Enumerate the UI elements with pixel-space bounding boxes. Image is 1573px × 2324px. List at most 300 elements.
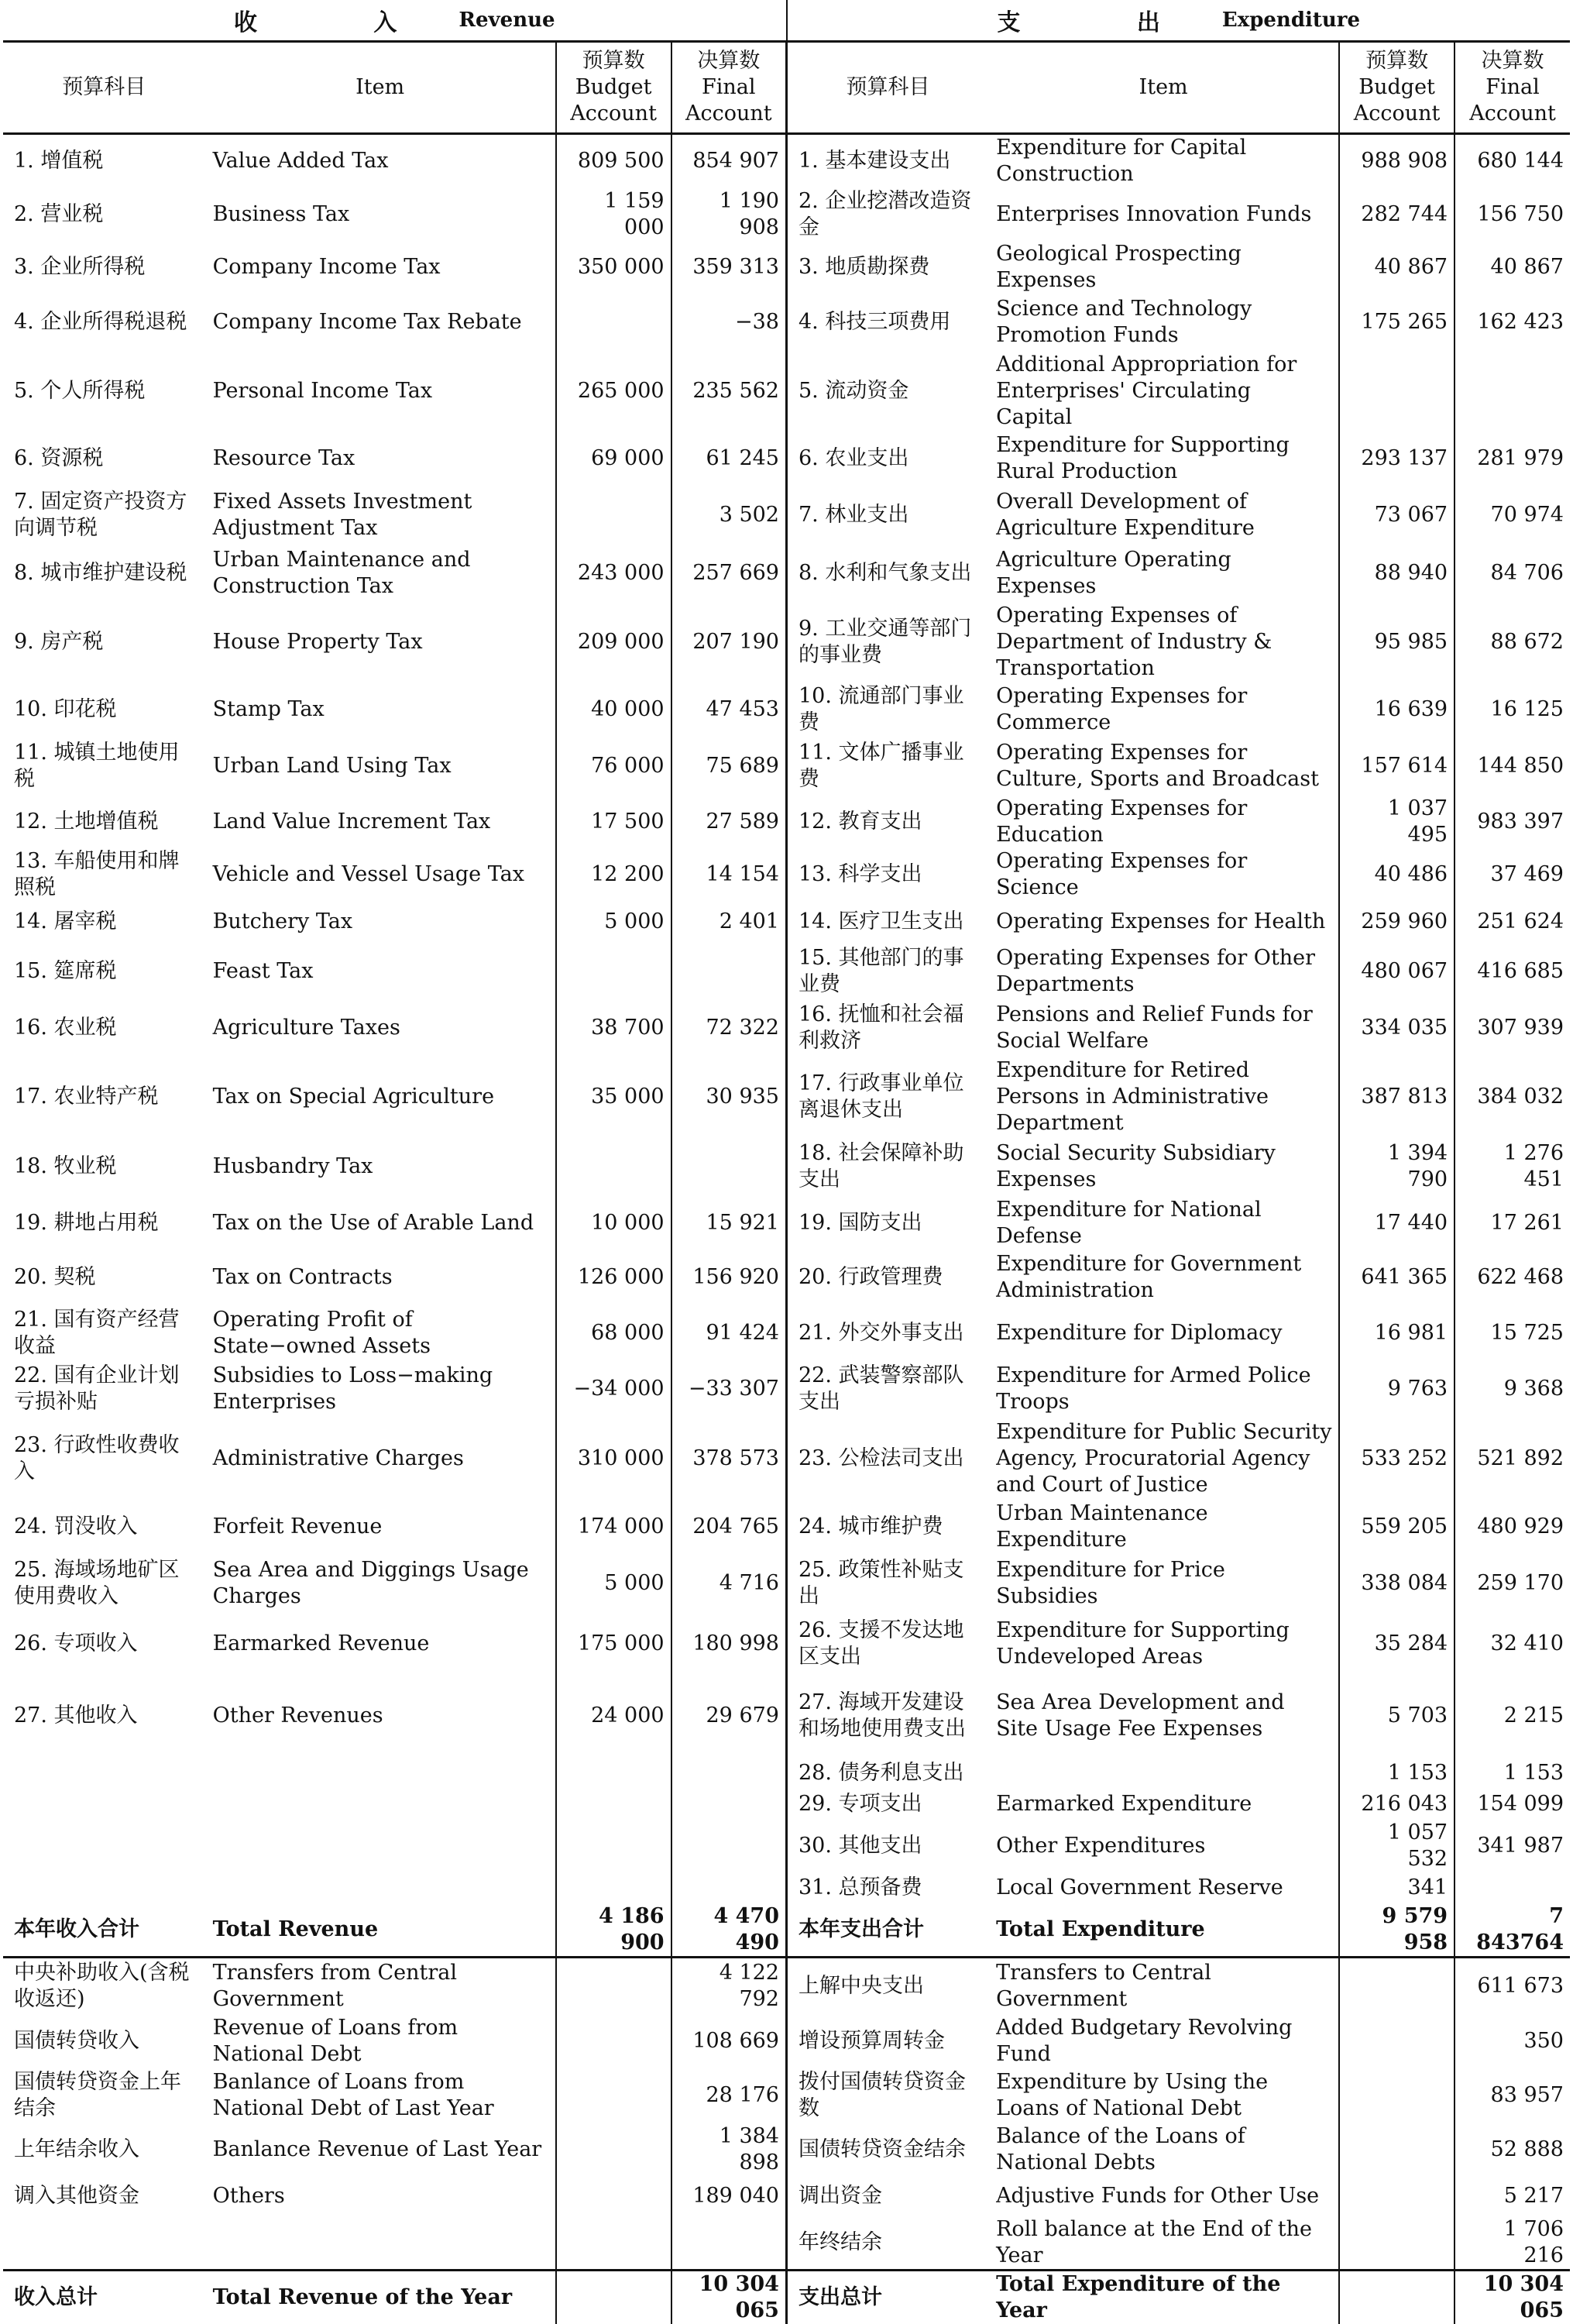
revenue-subject: 13. 车船使用和牌照税 xyxy=(3,848,205,901)
revenue-item xyxy=(205,1789,556,1820)
expenditure-final: 416 685 xyxy=(1455,944,1570,999)
table-row xyxy=(3,848,1570,901)
revenue-budget: 5 000 xyxy=(556,901,671,944)
expenditure-subject: 2. 企业挖潜改造资金 xyxy=(786,188,988,241)
expenditure-item: Local Government Reserve xyxy=(988,1872,1339,1903)
revenue-subject: 1. 增值税 xyxy=(3,134,205,188)
revenue-final: 207 190 xyxy=(671,603,787,682)
revenue-item xyxy=(205,1820,556,1872)
expenditure-final: 983 397 xyxy=(1455,796,1570,848)
expenditure-final: 680 144 xyxy=(1455,134,1570,188)
revenue-subject: 4. 企业所得税退税 xyxy=(3,294,205,352)
column-header-row xyxy=(3,43,1570,134)
expenditure-final: 307 939 xyxy=(1455,999,1570,1057)
expenditure-budget: 1 037 495 xyxy=(1339,796,1455,848)
table-row xyxy=(3,486,1570,545)
revenue-item: Value Added Tax xyxy=(205,134,556,188)
revenue-item: Transfers from Central Government xyxy=(205,1957,556,2015)
revenue-item: Banlance Revenue of Last Year xyxy=(205,2123,556,2176)
expenditure-item: Expenditure for Price Subsidies xyxy=(988,1553,1339,1614)
revenue-budget: 265 000 xyxy=(556,352,671,431)
year-total-row xyxy=(3,1903,1570,1958)
revenue-budget xyxy=(556,2216,671,2271)
revenue-item: Administrative Charges xyxy=(205,1417,556,1501)
expenditure-budget: 216 043 xyxy=(1339,1789,1455,1820)
expenditure-item: Added Budgetary Revolving Fund xyxy=(988,2015,1339,2068)
revenue-final xyxy=(671,1872,787,1903)
revenue-budget xyxy=(556,1957,671,2015)
revenue-item: Feast Tax xyxy=(205,944,556,999)
revenue-item: Sea Area and Diggings Usage Charges xyxy=(205,1553,556,1614)
expenditure-item: Earmarked Expenditure xyxy=(988,1789,1339,1820)
table-row xyxy=(3,944,1570,999)
revenue-subject xyxy=(3,2216,205,2271)
revenue-budget: 40 000 xyxy=(556,682,671,737)
expenditure-subject: 4. 科技三项费用 xyxy=(786,294,988,352)
revenue-subject: 8. 城市维护建设税 xyxy=(3,545,205,603)
revenue-item: Total Revenue xyxy=(205,1903,556,1958)
revenue-budget xyxy=(556,2176,671,2216)
table-row xyxy=(3,1057,1570,1136)
revenue-final: 30 935 xyxy=(671,1057,787,1136)
revenue-budget: 4 186 900 xyxy=(556,1903,671,1958)
expenditure-item: Adjustive Funds for Other Use xyxy=(988,2176,1339,2216)
expenditure-final: 1 276 451 xyxy=(1455,1136,1570,1197)
revenue-item: House Property Tax xyxy=(205,603,556,682)
expenditure-item: Expenditure for Armed Police Troops xyxy=(988,1361,1339,1417)
revenue-final: 61 245 xyxy=(671,431,787,486)
table-row xyxy=(3,1305,1570,1361)
revenue-final: 75 689 xyxy=(671,737,787,796)
expenditure-final: 32 410 xyxy=(1455,1614,1570,1674)
revenue-subject: 本年收入合计 xyxy=(3,1903,205,1958)
transfer-row xyxy=(3,2216,1570,2271)
expenditure-item: Overall Development of Agriculture Expenditure xyxy=(988,486,1339,545)
revenue-title-zh: 收 入 xyxy=(234,3,451,37)
table-body xyxy=(3,134,1570,2324)
table-row xyxy=(3,1361,1570,1417)
expenditure-item: Science and Technology Promotion Funds xyxy=(988,294,1339,352)
expenditure-final: 88 672 xyxy=(1455,603,1570,682)
expenditure-subject: 上解中央支出 xyxy=(786,1957,988,2015)
revenue-budget: 10 000 xyxy=(556,1197,671,1250)
revenue-final: 91 424 xyxy=(671,1305,787,1361)
revenue-item xyxy=(205,2216,556,2271)
expenditure-final: 9 368 xyxy=(1455,1361,1570,1417)
expenditure-subject: 10. 流通部门事业费 xyxy=(786,682,988,737)
expenditure-subject: 3. 地质勘探费 xyxy=(786,241,988,294)
revenue-budget xyxy=(556,1820,671,1872)
revenue-subject: 16. 农业税 xyxy=(3,999,205,1057)
expenditure-final: 10 304 065 xyxy=(1455,2271,1570,2324)
revenue-final: 108 669 xyxy=(671,2015,787,2068)
expenditure-subject: 31. 总预备费 xyxy=(786,1872,988,1903)
revenue-item: Butchery Tax xyxy=(205,901,556,944)
expenditure-subject: 18. 社会保障补助支出 xyxy=(786,1136,988,1197)
revenue-subject: 26. 专项收入 xyxy=(3,1614,205,1674)
expenditure-final: 1 706 216 xyxy=(1455,2216,1570,2271)
revenue-final: 29 679 xyxy=(671,1674,787,1758)
expenditure-item: Pensions and Relief Funds for Social Welfare xyxy=(988,999,1339,1057)
expenditure-subject: 国债转贷资金结余 xyxy=(786,2123,988,2176)
revenue-budget: 1 159 000 xyxy=(556,188,671,241)
revenue-final: 1 384 898 xyxy=(671,2123,787,2176)
rev-budget-header-zh: 预算数 xyxy=(563,48,665,74)
revenue-final: 204 765 xyxy=(671,1501,787,1553)
expenditure-final: 40 867 xyxy=(1455,241,1570,294)
revenue-item: Forfeit Revenue xyxy=(205,1501,556,1553)
revenue-subject: 2. 营业税 xyxy=(3,188,205,241)
expenditure-subject: 14. 医疗卫生支出 xyxy=(786,901,988,944)
expenditure-final: 350 xyxy=(1455,2015,1570,2068)
revenue-budget: 243 000 xyxy=(556,545,671,603)
expenditure-item: Expenditure for National Defense xyxy=(988,1197,1339,1250)
revenue-budget xyxy=(556,2068,671,2123)
table-row xyxy=(3,431,1570,486)
revenue-final xyxy=(671,1820,787,1872)
revenue-budget: 69 000 xyxy=(556,431,671,486)
expenditure-item: Expenditure by Using the Loans of National Debt xyxy=(988,2068,1339,2123)
revenue-subject: 7. 固定资产投资方向调节税 xyxy=(3,486,205,545)
expenditure-budget: 16 639 xyxy=(1339,682,1455,737)
expenditure-budget: 480 067 xyxy=(1339,944,1455,999)
table-row xyxy=(3,1250,1570,1305)
revenue-subject: 14. 屠宰税 xyxy=(3,901,205,944)
revenue-item: Other Revenues xyxy=(205,1674,556,1758)
revenue-item: Subsidies to Loss−making Enterprises xyxy=(205,1361,556,1417)
expenditure-subject: 13. 科学支出 xyxy=(786,848,988,901)
revenue-final: 14 154 xyxy=(671,848,787,901)
exp-final-header-en: Final Account xyxy=(1461,74,1564,127)
table-row xyxy=(3,1136,1570,1197)
revenue-final: 235 562 xyxy=(671,352,787,431)
expenditure-final: 611 673 xyxy=(1455,1957,1570,2015)
revenue-item: Revenue of Loans from National Debt xyxy=(205,2015,556,2068)
expenditure-subject: 9. 工业交通等部门的事业费 xyxy=(786,603,988,682)
expenditure-budget: 9 579 958 xyxy=(1339,1903,1455,1958)
revenue-final: 854 907 xyxy=(671,134,787,188)
revenue-subject: 3. 企业所得税 xyxy=(3,241,205,294)
expenditure-final: 622 468 xyxy=(1455,1250,1570,1305)
revenue-budget xyxy=(556,294,671,352)
expenditure-final: 7 843764 xyxy=(1455,1903,1570,1958)
expenditure-budget: 341 xyxy=(1339,1872,1455,1903)
revenue-subject: 21. 国有资产经营收益 xyxy=(3,1305,205,1361)
revenue-budget: 24 000 xyxy=(556,1674,671,1758)
expenditure-budget: 334 035 xyxy=(1339,999,1455,1057)
revenue-final xyxy=(671,1789,787,1820)
revenue-budget xyxy=(556,2271,671,2324)
expenditure-subject: 27. 海域开发建设和场地使用费支出 xyxy=(786,1674,988,1758)
revenue-budget xyxy=(556,1758,671,1789)
expenditure-budget: 95 985 xyxy=(1339,603,1455,682)
revenue-budget: 350 000 xyxy=(556,241,671,294)
revenue-final: 4 470 490 xyxy=(671,1903,787,1958)
transfer-row xyxy=(3,2123,1570,2176)
expenditure-subject: 6. 农业支出 xyxy=(786,431,988,486)
revenue-budget: 175 000 xyxy=(556,1614,671,1674)
expenditure-item: Balance of the Loans of National Debts xyxy=(988,2123,1339,2176)
table-row xyxy=(3,796,1570,848)
revenue-budget xyxy=(556,944,671,999)
expenditure-subject: 拨付国债转贷资金数 xyxy=(786,2068,988,2123)
exp-final-header xyxy=(1455,43,1570,134)
revenue-item: Urban Land Using Tax xyxy=(205,737,556,796)
expenditure-budget xyxy=(1339,2068,1455,2123)
expenditure-final: 1 153 xyxy=(1455,1758,1570,1789)
expenditure-final: 15 725 xyxy=(1455,1305,1570,1361)
expenditure-budget: 293 137 xyxy=(1339,431,1455,486)
revenue-item: Vehicle and Vessel Usage Tax xyxy=(205,848,556,901)
revenue-budget xyxy=(556,2015,671,2068)
expenditure-final: 17 261 xyxy=(1455,1197,1570,1250)
expenditure-subject: 23. 公检法司支出 xyxy=(786,1417,988,1501)
revenue-subject: 调入其他资金 xyxy=(3,2176,205,2216)
revenue-item: Agriculture Taxes xyxy=(205,999,556,1057)
table-row xyxy=(3,1872,1570,1903)
expenditure-item: Operating Expenses for Science xyxy=(988,848,1339,901)
table-row xyxy=(3,1614,1570,1674)
revenue-item: Company Income Tax Rebate xyxy=(205,294,556,352)
revenue-budget: 174 000 xyxy=(556,1501,671,1553)
expenditure-budget: 988 908 xyxy=(1339,134,1455,188)
revenue-final: 359 313 xyxy=(671,241,787,294)
revenue-budget: 5 000 xyxy=(556,1553,671,1614)
table-row xyxy=(3,1197,1570,1250)
expenditure-budget: 9 763 xyxy=(1339,1361,1455,1417)
expenditure-subject: 17. 行政事业单位离退休支出 xyxy=(786,1057,988,1136)
expenditure-item: Total Expenditure of the Year xyxy=(988,2271,1339,2324)
rev-budget-header-en: Budget Account xyxy=(563,74,665,127)
expenditure-budget xyxy=(1339,1957,1455,2015)
transfer-row xyxy=(3,2068,1570,2123)
revenue-item xyxy=(205,1872,556,1903)
exp-budget-header-zh: 预算数 xyxy=(1346,48,1448,74)
revenue-budget: 126 000 xyxy=(556,1250,671,1305)
expenditure-final: 154 099 xyxy=(1455,1789,1570,1820)
expenditure-item: Additional Appropriation for Enterprises' Circulating Capital xyxy=(988,352,1339,431)
expenditure-final xyxy=(1455,1872,1570,1903)
exp-budget-header-en: Budget Account xyxy=(1346,74,1448,127)
rev-budget-header xyxy=(556,43,671,134)
revenue-final: 156 920 xyxy=(671,1250,787,1305)
revenue-item: Total Revenue of the Year xyxy=(205,2271,556,2324)
expenditure-item: Operating Expenses for Health xyxy=(988,901,1339,944)
rev-item-header: Item xyxy=(205,43,556,134)
rev-subject-header: 预算科目 xyxy=(3,43,205,134)
revenue-item: Operating Profit of State−owned Assets xyxy=(205,1305,556,1361)
revenue-budget: 76 000 xyxy=(556,737,671,796)
expenditure-subject: 24. 城市维护费 xyxy=(786,1501,988,1553)
expenditure-final: 70 974 xyxy=(1455,486,1570,545)
expenditure-item: Urban Maintenance Expenditure xyxy=(988,1501,1339,1553)
revenue-item: Husbandry Tax xyxy=(205,1136,556,1197)
expenditure-subject: 5. 流动资金 xyxy=(786,352,988,431)
expenditure-item: Expenditure for Supporting Rural Production xyxy=(988,431,1339,486)
expenditure-subject: 20. 行政管理费 xyxy=(786,1250,988,1305)
revenue-header xyxy=(3,0,786,40)
expenditure-item: Expenditure for Diplomacy xyxy=(988,1305,1339,1361)
expenditure-subject: 本年支出合计 xyxy=(786,1903,988,1958)
expenditure-item: Geological Prospecting Expenses xyxy=(988,241,1339,294)
expenditure-final: 341 987 xyxy=(1455,1820,1570,1872)
revenue-final: 4 122 792 xyxy=(671,1957,787,2015)
expenditure-item: Social Security Subsidiary Expenses xyxy=(988,1136,1339,1197)
revenue-item: Resource Tax xyxy=(205,431,556,486)
section-header xyxy=(3,0,1570,43)
expenditure-item: Transfers to Central Government xyxy=(988,1957,1339,2015)
revenue-subject: 6. 资源税 xyxy=(3,431,205,486)
expenditure-budget: 1 057 532 xyxy=(1339,1820,1455,1872)
expenditure-budget: 387 813 xyxy=(1339,1057,1455,1136)
table-row xyxy=(3,1789,1570,1820)
revenue-final: 72 322 xyxy=(671,999,787,1057)
budget-table xyxy=(3,43,1570,2324)
revenue-budget: 12 200 xyxy=(556,848,671,901)
expenditure-budget: 559 205 xyxy=(1339,1501,1455,1553)
expenditure-final: 84 706 xyxy=(1455,545,1570,603)
revenue-subject: 中央补助收入(含税收返还) xyxy=(3,1957,205,2015)
expenditure-subject: 28. 债务利息支出 xyxy=(786,1758,988,1789)
table-row xyxy=(3,134,1570,188)
revenue-final: 3 502 xyxy=(671,486,787,545)
expenditure-final: 2 215 xyxy=(1455,1674,1570,1758)
expenditure-budget xyxy=(1339,2176,1455,2216)
expenditure-item: Enterprises Innovation Funds xyxy=(988,188,1339,241)
expenditure-budget: 16 981 xyxy=(1339,1305,1455,1361)
revenue-final xyxy=(671,1136,787,1197)
expenditure-title-en: Expenditure xyxy=(1222,9,1360,32)
revenue-final: 28 176 xyxy=(671,2068,787,2123)
table-row xyxy=(3,352,1570,431)
expenditure-subject: 15. 其他部门的事业费 xyxy=(786,944,988,999)
expenditure-item: Operating Expenses for Culture, Sports and Broadcast xyxy=(988,737,1339,796)
revenue-budget: 68 000 xyxy=(556,1305,671,1361)
revenue-subject: 18. 牧业税 xyxy=(3,1136,205,1197)
revenue-item: Urban Maintenance and Construction Tax xyxy=(205,545,556,603)
table-row xyxy=(3,294,1570,352)
table-row xyxy=(3,901,1570,944)
revenue-final: 180 998 xyxy=(671,1614,787,1674)
revenue-final: 4 716 xyxy=(671,1553,787,1614)
expenditure-budget: 157 614 xyxy=(1339,737,1455,796)
revenue-subject: 11. 城镇土地使用税 xyxy=(3,737,205,796)
revenue-subject: 5. 个人所得税 xyxy=(3,352,205,431)
expenditure-budget: 338 084 xyxy=(1339,1553,1455,1614)
exp-final-header-zh: 决算数 xyxy=(1461,48,1564,74)
expenditure-final: 52 888 xyxy=(1455,2123,1570,2176)
expenditure-subject: 21. 外交外事支出 xyxy=(786,1305,988,1361)
revenue-budget xyxy=(556,486,671,545)
revenue-subject: 12. 土地增值税 xyxy=(3,796,205,848)
revenue-subject: 20. 契税 xyxy=(3,1250,205,1305)
expenditure-item: Operating Expenses of Department of Industry & Transportation xyxy=(988,603,1339,682)
revenue-final: −33 307 xyxy=(671,1361,787,1417)
expenditure-subject: 26. 支援不发达地区支出 xyxy=(786,1614,988,1674)
expenditure-item: Agriculture Operating Expenses xyxy=(988,545,1339,603)
transfer-row xyxy=(3,2015,1570,2068)
expenditure-subject: 22. 武装警察部队支出 xyxy=(786,1361,988,1417)
rev-final-header-zh: 决算数 xyxy=(678,48,779,74)
revenue-budget: 310 000 xyxy=(556,1417,671,1501)
expenditure-budget: 40 486 xyxy=(1339,848,1455,901)
expenditure-final: 162 423 xyxy=(1455,294,1570,352)
revenue-budget: −34 000 xyxy=(556,1361,671,1417)
table-row xyxy=(3,1553,1570,1614)
expenditure-budget xyxy=(1339,352,1455,431)
revenue-item: Business Tax xyxy=(205,188,556,241)
expenditure-subject: 25. 政策性补贴支出 xyxy=(786,1553,988,1614)
expenditure-final: 281 979 xyxy=(1455,431,1570,486)
expenditure-budget: 35 284 xyxy=(1339,1614,1455,1674)
expenditure-budget: 641 365 xyxy=(1339,1250,1455,1305)
revenue-budget xyxy=(556,1789,671,1820)
table-row xyxy=(3,1820,1570,1872)
expenditure-subject: 12. 教育支出 xyxy=(786,796,988,848)
expenditure-header xyxy=(786,0,1571,40)
table-row xyxy=(3,1417,1570,1501)
revenue-subject: 23. 行政性收费收入 xyxy=(3,1417,205,1501)
revenue-subject: 10. 印花税 xyxy=(3,682,205,737)
expenditure-item: Expenditure for Supporting Undeveloped Areas xyxy=(988,1614,1339,1674)
revenue-item: Earmarked Revenue xyxy=(205,1614,556,1674)
expenditure-item: Operating Expenses for Other Departments xyxy=(988,944,1339,999)
revenue-budget xyxy=(556,1136,671,1197)
grand-total-row xyxy=(3,2271,1570,2324)
revenue-final: 1 190 908 xyxy=(671,188,787,241)
table-row xyxy=(3,241,1570,294)
expenditure-item: Expenditure for Government Administration xyxy=(988,1250,1339,1305)
table-row xyxy=(3,188,1570,241)
rev-final-header xyxy=(671,43,787,134)
expenditure-subject: 7. 林业支出 xyxy=(786,486,988,545)
expenditure-title-zh: 支 出 xyxy=(997,3,1214,37)
revenue-final: 47 453 xyxy=(671,682,787,737)
revenue-item: Company Income Tax xyxy=(205,241,556,294)
revenue-subject: 收入总计 xyxy=(3,2271,205,2324)
revenue-item: Personal Income Tax xyxy=(205,352,556,431)
revenue-subject xyxy=(3,1758,205,1789)
revenue-item: Fixed Assets Investment Adjustment Tax xyxy=(205,486,556,545)
expenditure-final: 384 032 xyxy=(1455,1057,1570,1136)
revenue-budget xyxy=(556,1872,671,1903)
revenue-subject: 9. 房产税 xyxy=(3,603,205,682)
expenditure-budget: 73 067 xyxy=(1339,486,1455,545)
revenue-subject: 17. 农业特产税 xyxy=(3,1057,205,1136)
expenditure-final: 16 125 xyxy=(1455,682,1570,737)
revenue-final xyxy=(671,944,787,999)
revenue-item: Others xyxy=(205,2176,556,2216)
expenditure-final: 5 217 xyxy=(1455,2176,1570,2216)
revenue-item: Tax on Contracts xyxy=(205,1250,556,1305)
revenue-budget: 809 500 xyxy=(556,134,671,188)
revenue-item: Banlance of Loans from National Debt of Last Year xyxy=(205,2068,556,2123)
expenditure-budget: 259 960 xyxy=(1339,901,1455,944)
expenditure-item: Operating Expenses for Education xyxy=(988,796,1339,848)
expenditure-final xyxy=(1455,352,1570,431)
revenue-subject: 国债转贷资金上年结余 xyxy=(3,2068,205,2123)
table-row xyxy=(3,999,1570,1057)
table-row xyxy=(3,1758,1570,1789)
revenue-item: Stamp Tax xyxy=(205,682,556,737)
expenditure-final: 83 957 xyxy=(1455,2068,1570,2123)
expenditure-subject: 1. 基本建设支出 xyxy=(786,134,988,188)
revenue-final xyxy=(671,1758,787,1789)
revenue-final: 10 304 065 xyxy=(671,2271,787,2324)
expenditure-item: Total Expenditure xyxy=(988,1903,1339,1958)
table-row xyxy=(3,1674,1570,1758)
expenditure-budget xyxy=(1339,2271,1455,2324)
